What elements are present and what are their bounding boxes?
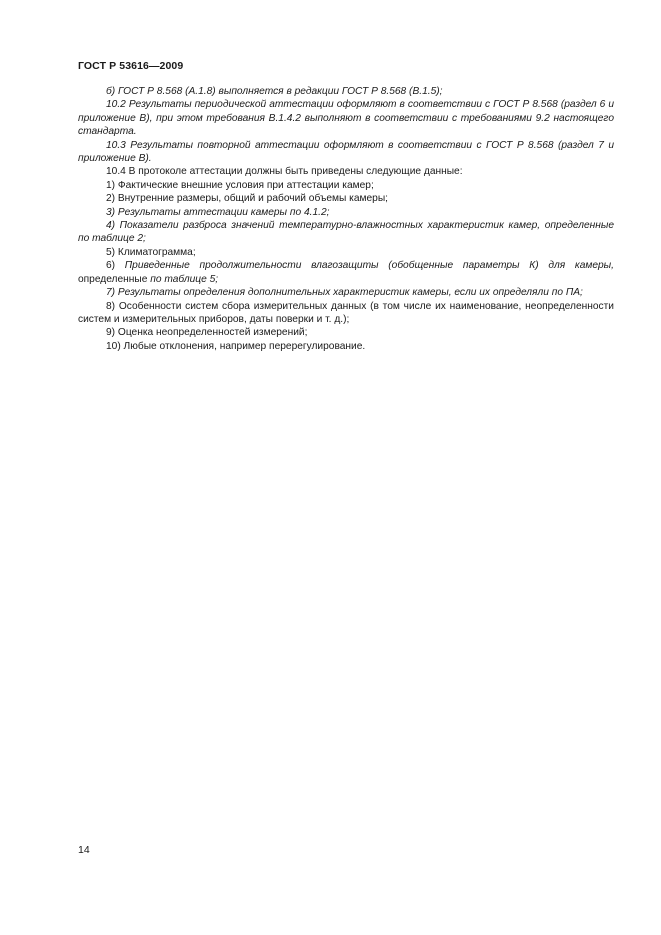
list-item-3: 3) Результаты аттестации камеры по 4.1.2; xyxy=(106,206,330,218)
page-number: 14 xyxy=(78,844,90,856)
list-item-6 xyxy=(78,259,614,286)
list-item-6-text: Приведенные продолжительности влагозащиты (обобщенные параметры К) для камеры, xyxy=(124,260,614,272)
list-item-4: 4) Показатели разброса значений температурно-влажностных характеристик камер, определенные по таблице 2; xyxy=(78,220,614,245)
list-item-5: 5) Климатограмма; xyxy=(106,246,196,258)
list-item-2: 2) Внутренние размеры, общий и рабочий объемы камеры; xyxy=(106,193,388,205)
paragraph-10-4: 10.4 В протоколе аттестации должны быть приведены следующие данные: xyxy=(106,166,463,178)
list-item-10: 10) Любые отклонения, например перерегулирование. xyxy=(106,340,366,352)
list-item-1: 1) Фактические внешние условия при аттестации камер; xyxy=(106,179,374,191)
paragraph-10-3: 10.3 Результаты повторной аттестации оформляют в соответствии с ГОСТ Р 8.568 (раздел 7 и приложение В). xyxy=(78,139,614,165)
document-header: ГОСТ Р 53616—2009 xyxy=(78,60,184,72)
list-item-9: 9) Оценка неопределенностей измерений; xyxy=(106,327,308,339)
list-item-8: 8) Особенности систем сбора измерительных данных (в том числе их наименование, неопределенности систем и измерительных приборов, даты поверки и т. д.); xyxy=(78,300,614,325)
document-body xyxy=(78,85,614,353)
paragraph-b: б) ГОСТ Р 8.568 (А.1.8) выполняется в редакции ГОСТ Р 8.568 (В.1.5); xyxy=(106,86,443,97)
list-item-6-ref: по таблице 5; xyxy=(150,273,219,285)
list-item-6-number: 6) xyxy=(106,260,125,272)
list-item-7: 7) Результаты определения дополнительных характеристик камеры, если их определяли по ПА; xyxy=(106,287,583,299)
list-item-6-text-plain: определенные xyxy=(78,273,151,285)
paragraph-10-2: 10.2 Результаты периодической аттестации оформляют в соответствии с ГОСТ Р 8.568 (раздел 6 и приложение В), при этом требования В.1.4.2 выполняют в соответствии с требованиями 9.2 настоящего стандарта. xyxy=(78,99,614,138)
